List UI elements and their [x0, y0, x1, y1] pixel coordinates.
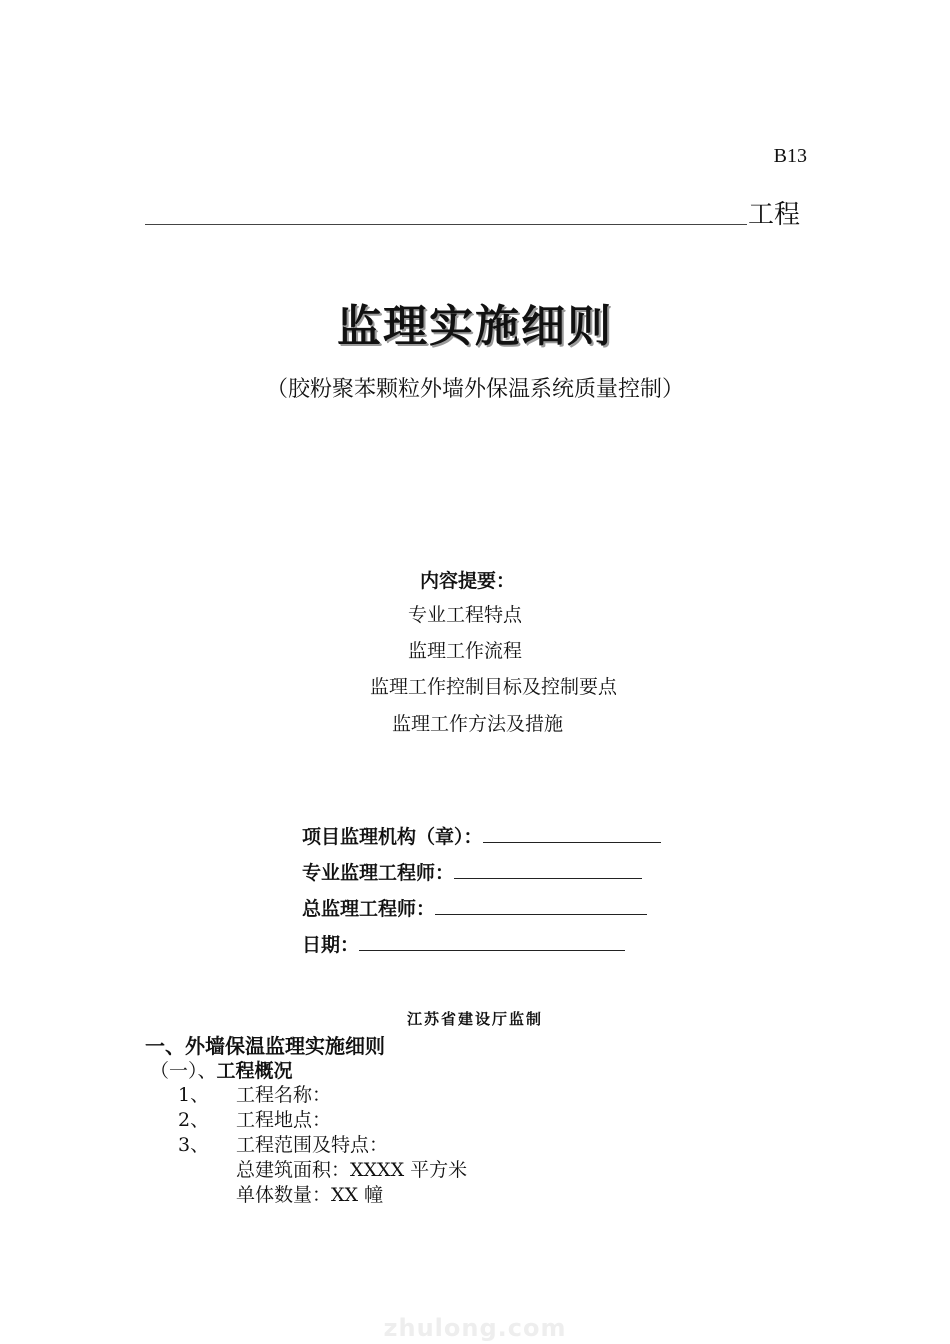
document-code: B13	[773, 145, 807, 167]
subsection-number: （一）、	[150, 1060, 217, 1082]
signature-chief-blank	[435, 896, 647, 915]
subsection-title: 工程概况	[216, 1060, 293, 1082]
summary-heading: 内容提要：	[420, 570, 516, 592]
signature-date-row	[302, 930, 625, 957]
watermark: zhulong.com	[383, 1314, 567, 1342]
signature-chief-row	[302, 894, 647, 921]
list-item-text: 工程范围及特点：	[236, 1134, 389, 1156]
signature-specialist-row	[302, 858, 642, 885]
list-item-text: 工程地点：	[236, 1109, 332, 1131]
list-item-text: 工程名称：	[236, 1084, 332, 1106]
list-item	[178, 1080, 331, 1107]
signature-org-row	[302, 822, 661, 849]
summary-item: 监理工作控制目标及控制要点	[370, 676, 618, 698]
detail-line: 总建筑面积：XXXX 平方米	[236, 1159, 468, 1181]
detail-line: 单体数量：XX 幢	[236, 1184, 384, 1206]
subsection-heading	[150, 1056, 293, 1083]
list-item-number: 1、	[178, 1084, 210, 1106]
document-title: 监理实施细则	[337, 301, 613, 352]
document-subtitle: （胶粉聚苯颗粒外墙外保温系统质量控制）	[265, 377, 684, 402]
signature-date-label: 日期：	[302, 934, 360, 956]
signature-org-blank	[483, 824, 661, 843]
signature-specialist-label: 专业监理工程师：	[302, 862, 455, 884]
section-heading: 一、外墙保温监理实施细则	[145, 1034, 385, 1058]
list-item	[178, 1130, 388, 1157]
list-item	[178, 1105, 331, 1132]
signature-date-blank	[359, 932, 625, 951]
list-item-number: 3、	[178, 1134, 210, 1156]
summary-item: 监理工作方法及措施	[392, 713, 564, 735]
project-suffix: 工程	[748, 200, 801, 230]
summary-item: 监理工作流程	[408, 640, 523, 662]
list-item-number: 2、	[178, 1109, 210, 1131]
issuer-text: 江苏省建设厅监制	[406, 1010, 543, 1028]
summary-item: 专业工程特点	[408, 604, 523, 626]
signature-chief-label: 总监理工程师：	[302, 898, 436, 920]
project-name-blank	[145, 224, 747, 225]
signature-specialist-blank	[454, 860, 642, 879]
signature-org-label: 项目监理机构（章）：	[302, 826, 483, 848]
